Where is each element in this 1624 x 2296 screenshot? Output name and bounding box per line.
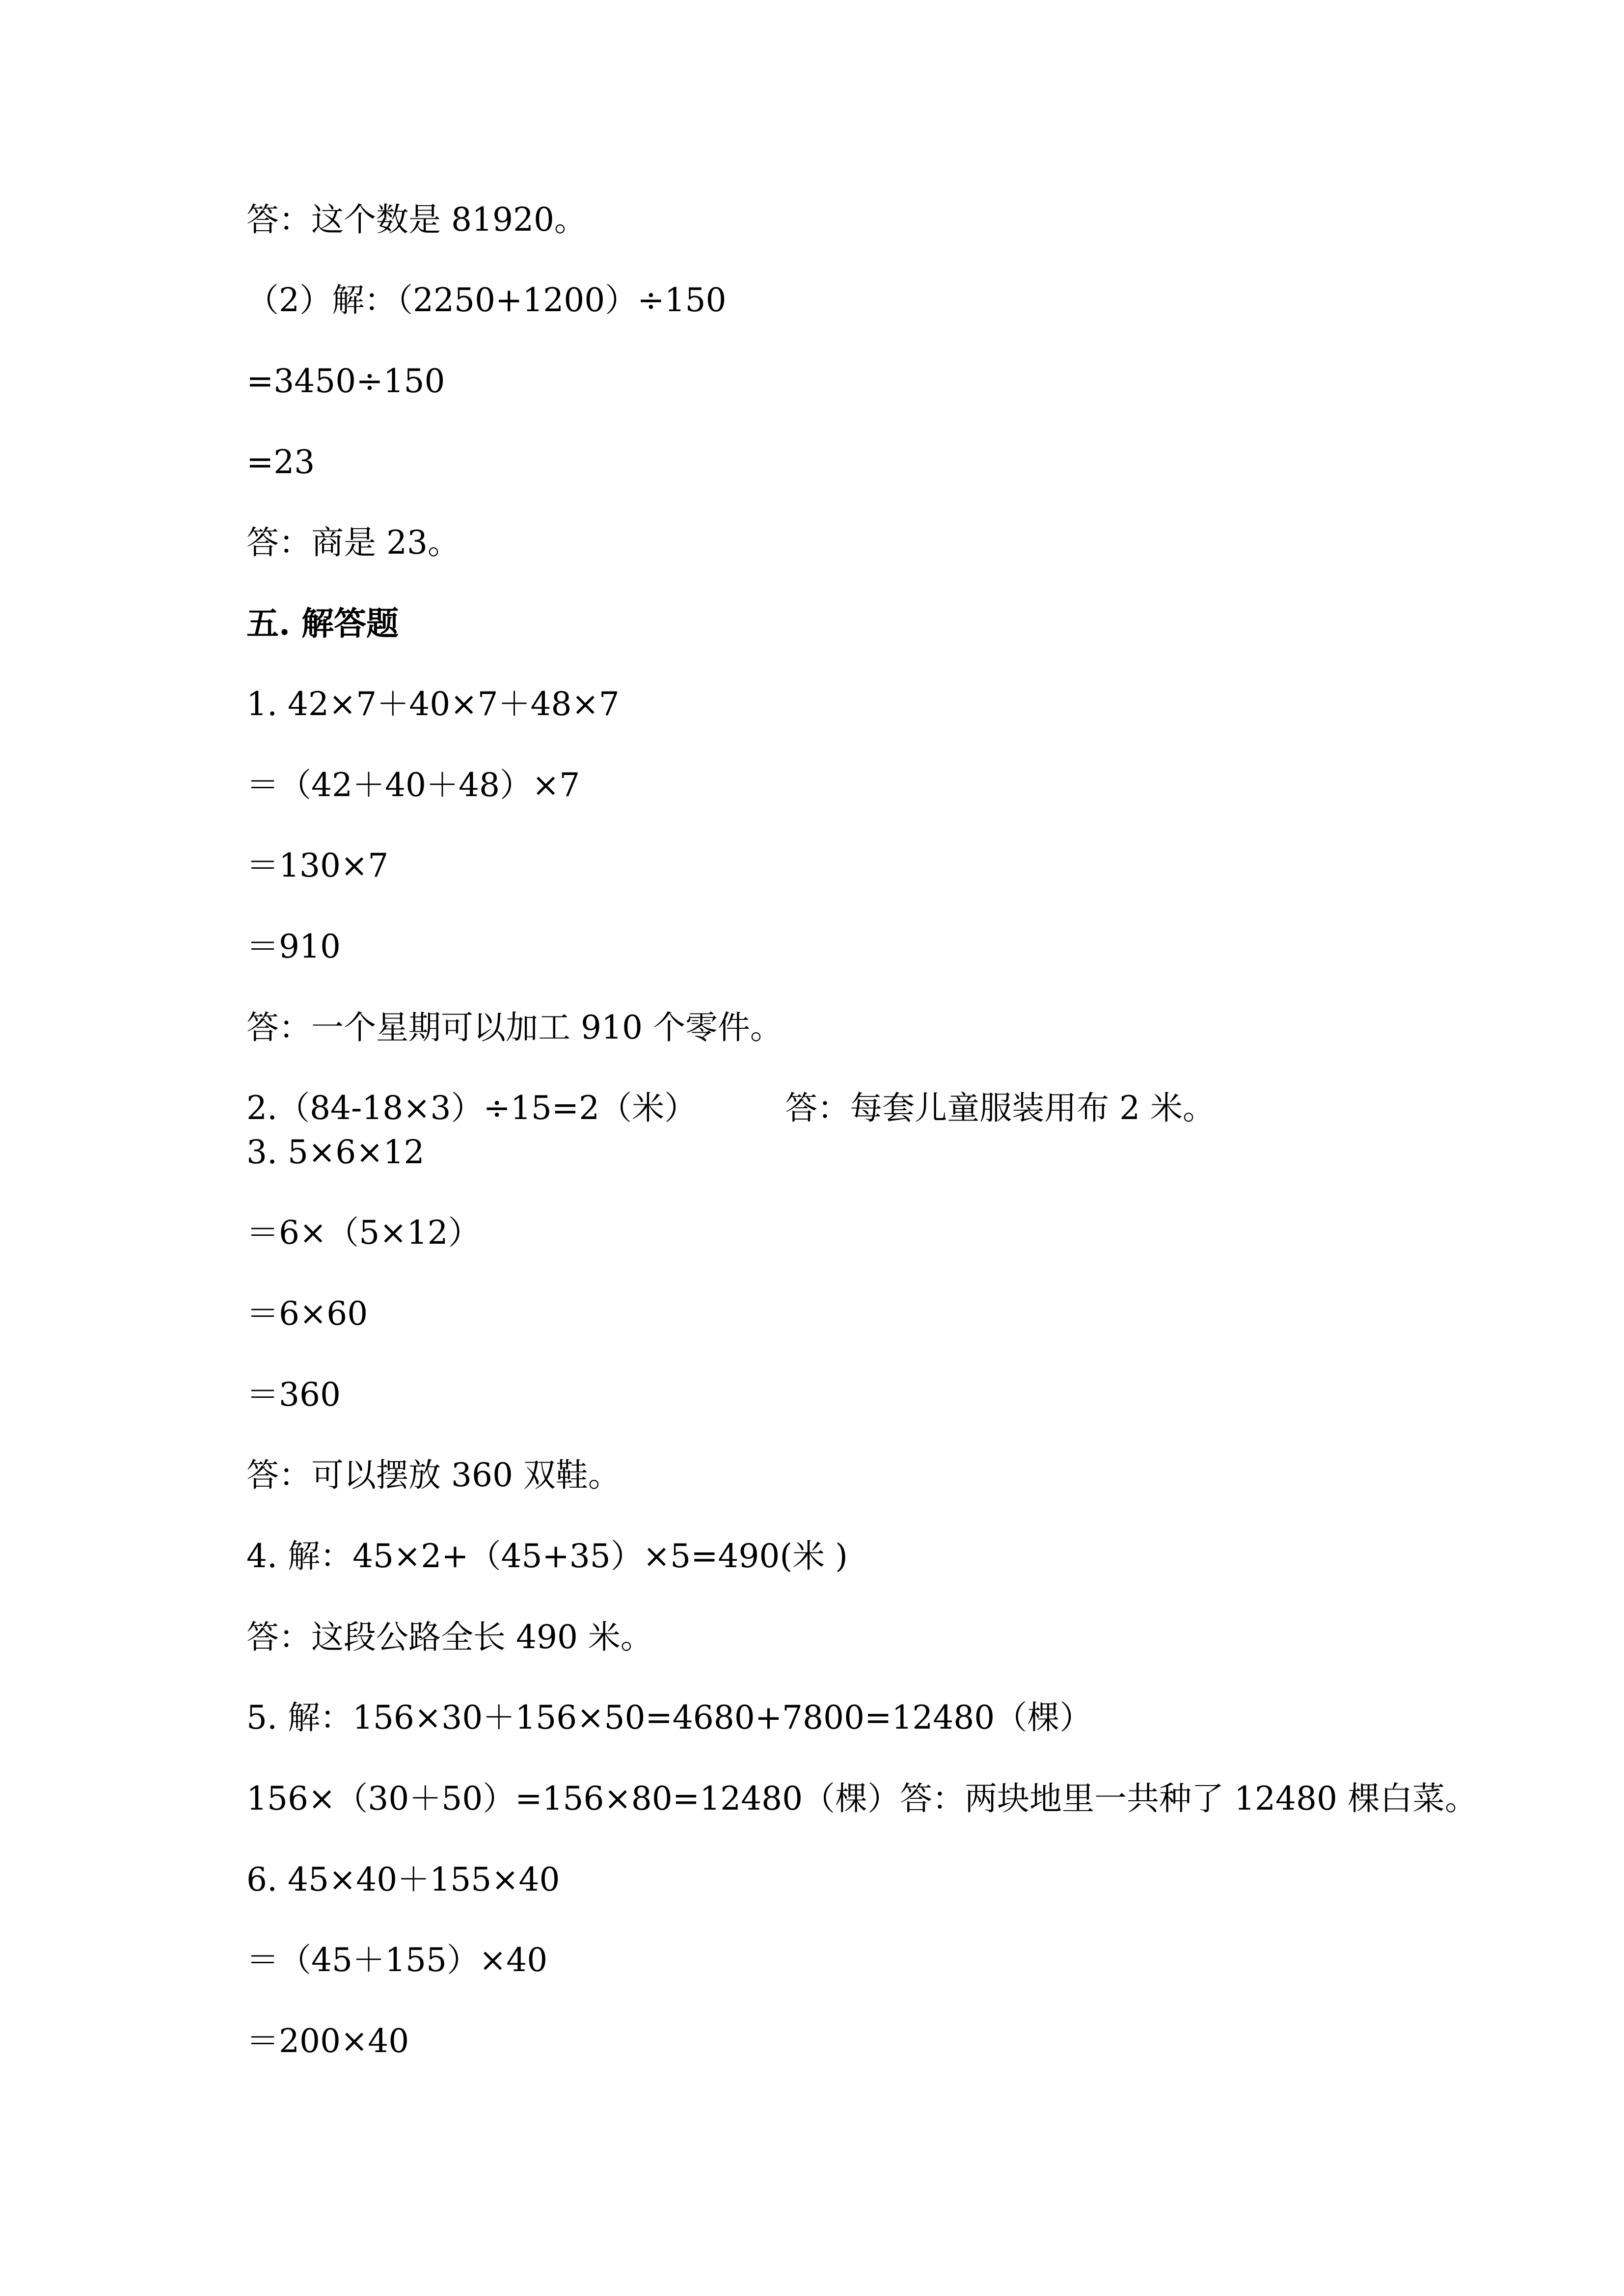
calculation-line: ＝6×60 [246, 1295, 368, 1333]
problem-line [246, 1089, 1215, 1128]
calculation-line: ＝200×40 [246, 2022, 409, 2060]
calculation-line: ＝6×（5×12） [246, 1214, 481, 1252]
problem-line: 4. 解：45×2+（45+35）×5=490(米 ) [246, 1537, 848, 1575]
answer-line: 答：可以摆放 360 双鞋。 [246, 1456, 621, 1494]
problem-2-calculation: 2.（84-18×3）÷15=2（米） [246, 1089, 697, 1127]
calculation-line: ＝910 [246, 928, 341, 965]
section-heading: 五. 解答题 [246, 604, 399, 642]
problem-line: 1. 42×7＋40×7＋48×7 [246, 685, 620, 723]
calculation-line: ＝（45＋155）×40 [246, 1941, 548, 1979]
problem-line: 5. 解：156×30＋156×50=4680+7800=12480（棵） [246, 1699, 1092, 1736]
problem-line: 6. 45×40＋155×40 [246, 1861, 560, 1898]
answer-line: 答：这段公路全长 490 米。 [246, 1618, 653, 1656]
problem-2-answer: 答：每套儿童服装用布 2 米。 [785, 1089, 1216, 1127]
calculation-line: ＝360 [246, 1376, 341, 1414]
calculation-line: =23 [246, 443, 315, 481]
problem-line: 3. 5×6×12 [246, 1133, 425, 1171]
calculation-line: =3450÷150 [246, 362, 445, 400]
answer-line: 答：一个星期可以加工 910 个零件。 [246, 1009, 783, 1046]
calculation-line: 156×（30＋50）=156×80=12480（棵）答：两块地里一共种了 12480 棵白菜。 [246, 1780, 1477, 1817]
calculation-line: ＝（42＋40＋48）×7 [246, 766, 580, 804]
answer-line: 答：商是 23。 [246, 524, 460, 561]
solution-line: （2）解：（2250+1200）÷150 [246, 281, 727, 319]
calculation-line: ＝130×7 [246, 847, 389, 884]
answer-line: 答：这个数是 81920。 [246, 201, 587, 239]
